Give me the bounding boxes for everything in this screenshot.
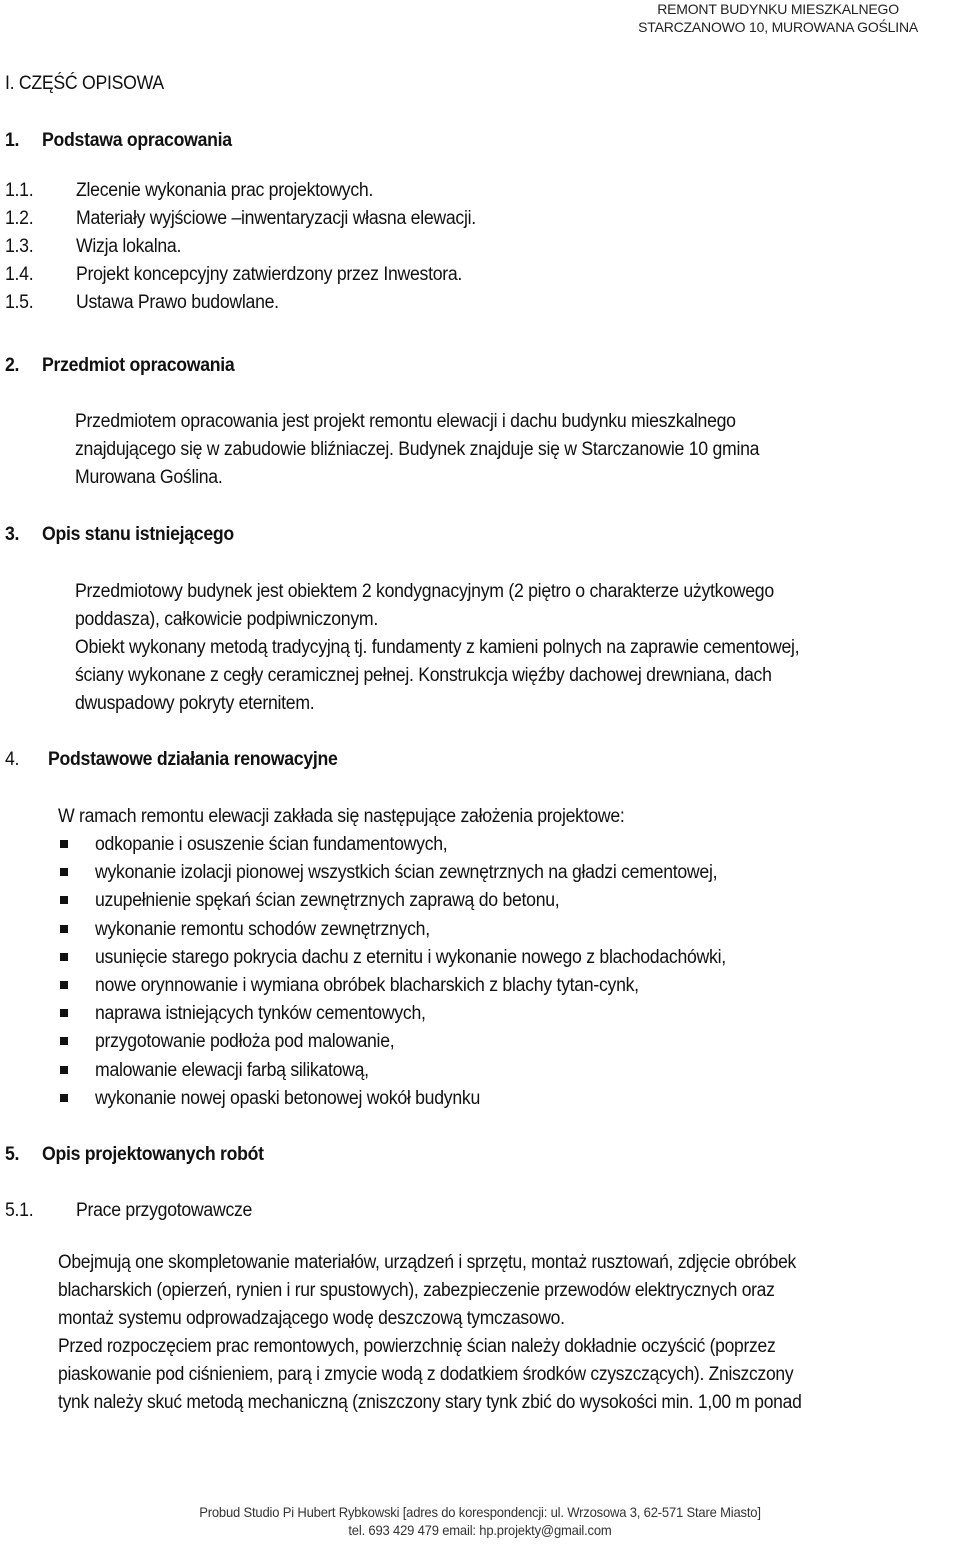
section-5-number: 5.	[5, 1144, 20, 1165]
section-4-bullet-list	[58, 831, 908, 1113]
paragraph-line: montaż systemu odprowadzającego wodę deszczową tymczasowo.	[58, 1308, 565, 1329]
list-item-number: 1.4.	[5, 264, 34, 285]
bullet-square-icon	[60, 953, 68, 961]
section-4-number: 4.	[5, 749, 20, 770]
bullet-text: uzupełnienie spękań ścian zewnętrznych zaprawą do betonu,	[95, 890, 560, 912]
header-line-1: REMONT BUDYNKU MIESZKALNEGO	[657, 1, 899, 17]
page-header	[638, 0, 918, 36]
paragraph-line: dwuspadowy pokryty eternitem.	[75, 693, 315, 714]
list-item	[58, 916, 908, 944]
list-item	[58, 859, 908, 887]
paragraph-line: Przedmiotem opracowania jest projekt remontu elewacji i dachu budynku mieszkalnego	[75, 411, 736, 432]
section-4-intro: W ramach remontu elewacji zakłada się następujące założenia projektowe:	[58, 806, 625, 827]
section-1-title: Podstawa opracowania	[42, 130, 232, 151]
list-item-text: Projekt koncepcyjny zatwierdzony przez Inwestora.	[76, 264, 463, 285]
bullet-text: malowanie elewacji farbą silikatową,	[95, 1059, 369, 1081]
list-item	[58, 1057, 908, 1085]
section-2-paragraph	[75, 408, 955, 492]
list-item	[5, 233, 905, 261]
paragraph-line: Obiekt wykonany metodą tradycyjną tj. fundamenty z kamieni polnych na zaprawie cementowej,	[75, 637, 800, 658]
bullet-square-icon	[60, 1066, 68, 1074]
bullet-text: wykonanie remontu schodów zewnętrznych,	[95, 918, 430, 940]
list-item	[5, 205, 905, 233]
bullet-square-icon	[60, 925, 68, 933]
paragraph-line: piaskowanie pod ciśnieniem, parą i zmycie wodą z dodatkiem środków czyszczących). Zniszczony	[58, 1364, 794, 1385]
bullet-text: wykonanie izolacji pionowej wszystkich ścian zewnętrznych na gładzi cementowej,	[95, 862, 718, 884]
list-item	[5, 177, 905, 205]
paragraph-line: znajdującego się w zabudowie bliźniaczej. Budynek znajduje się w Starczanowie 10 gmina	[75, 439, 760, 460]
header-line-2: STARCZANOWO 10, MUROWANA GOŚLINA	[638, 19, 918, 35]
paragraph-line: Obejmują one skompletowanie materiałów, urządzeń i sprzętu, montaż rusztowań, zdjęcie obróbek	[58, 1252, 797, 1273]
bullet-text: odkopanie i osuszenie ścian fundamentowych,	[95, 834, 448, 855]
section-1-number: 1.	[5, 130, 20, 151]
bullet-square-icon	[60, 1037, 68, 1045]
list-item-number: 1.5.	[5, 292, 34, 313]
bullet-text: wykonanie nowej opaski betonowej wokół budynku	[95, 1087, 481, 1109]
bullet-square-icon	[60, 896, 68, 904]
footer-line-2: tel. 693 429 479 email: hp.projekty@gmail.com	[348, 1522, 612, 1538]
paragraph-line: Przedmiotowy budynek jest obiektem 2 kondygnacyjnym (2 piętro o charakterze użytkowego	[75, 581, 774, 602]
bullet-text: usunięcie starego pokrycia dachu z eternitu i wykonanie nowego z blachodachówki,	[95, 946, 726, 968]
list-item-text: Materiały wyjściowe –inwentaryzacji własna elewacji.	[76, 208, 476, 229]
bullet-square-icon	[60, 981, 68, 989]
section-3-paragraph	[75, 578, 955, 718]
list-item-text: Wizja lokalna.	[76, 236, 182, 257]
bullet-text: nowe orynnowanie i wymiana obróbek blacharskich z blachy tytan-cynk,	[95, 974, 639, 996]
page-footer	[0, 1503, 960, 1539]
section-1-list	[5, 177, 905, 317]
paragraph-line: Przed rozpoczęciem prac remontowych, powierzchnię ścian należy dokładnie oczyścić (poprzez	[58, 1336, 776, 1357]
section-3-number: 3.	[5, 524, 20, 545]
list-item	[58, 887, 908, 915]
section-5-paragraph	[58, 1249, 958, 1417]
paragraph-line: poddasza), całkowicie podpiwniczonym.	[75, 609, 378, 630]
list-item-number: 1.1.	[5, 180, 34, 201]
list-item	[58, 944, 908, 972]
list-item	[58, 1085, 908, 1113]
list-item	[5, 261, 905, 289]
section-2-number: 2.	[5, 355, 20, 376]
subsection-5-1-number: 5.1.	[5, 1200, 34, 1221]
list-item-number: 1.3.	[5, 236, 34, 257]
list-item	[58, 972, 908, 1000]
list-item	[58, 1000, 908, 1028]
section-4-title: Podstawowe działania renowacyjne	[48, 749, 338, 770]
list-item-text: Ustawa Prawo budowlane.	[76, 292, 279, 313]
bullet-text: przygotowanie podłoża pod malowanie,	[95, 1031, 395, 1053]
bullet-square-icon	[60, 1009, 68, 1017]
section-3-title: Opis stanu istniejącego	[42, 524, 234, 545]
bullet-text: naprawa istniejących tynków cementowych,	[95, 1003, 426, 1025]
list-item	[5, 289, 905, 317]
section-2-title: Przedmiot opracowania	[42, 355, 235, 376]
paragraph-line: Murowana Goślina.	[75, 467, 223, 488]
paragraph-line: tynk należy skuć metodą mechaniczną (zniszczony stary tynk zbić do wysokości min. 1,00 m ponad	[58, 1392, 802, 1413]
bullet-square-icon	[60, 840, 68, 848]
list-item-text: Zlecenie wykonania prac projektowych.	[76, 180, 374, 201]
bullet-square-icon	[60, 868, 68, 876]
paragraph-line: ściany wykonane z cegły ceramicznej pełnej. Konstrukcja więźby dachowej drewniana, dach	[75, 665, 772, 686]
list-item-number: 1.2.	[5, 208, 34, 229]
list-item	[58, 1028, 908, 1056]
part-title: I. CZĘŚĆ OPISOWA	[5, 73, 164, 94]
footer-line-1: Probud Studio Pi Hubert Rybkowski [adres do korespondencji: ul. Wrzosowa 3, 62-571 Stare Miasto]	[199, 1504, 761, 1520]
subsection-5-1-title: Prace przygotowawcze	[76, 1200, 253, 1221]
paragraph-line: blacharskich (opierzeń, rynien i rur spustowych), zabezpieczenie przewodów elektrycznych oraz	[58, 1280, 775, 1301]
bullet-square-icon	[60, 1094, 68, 1102]
section-5-title: Opis projektowanych robót	[42, 1144, 264, 1165]
list-item	[58, 831, 908, 859]
